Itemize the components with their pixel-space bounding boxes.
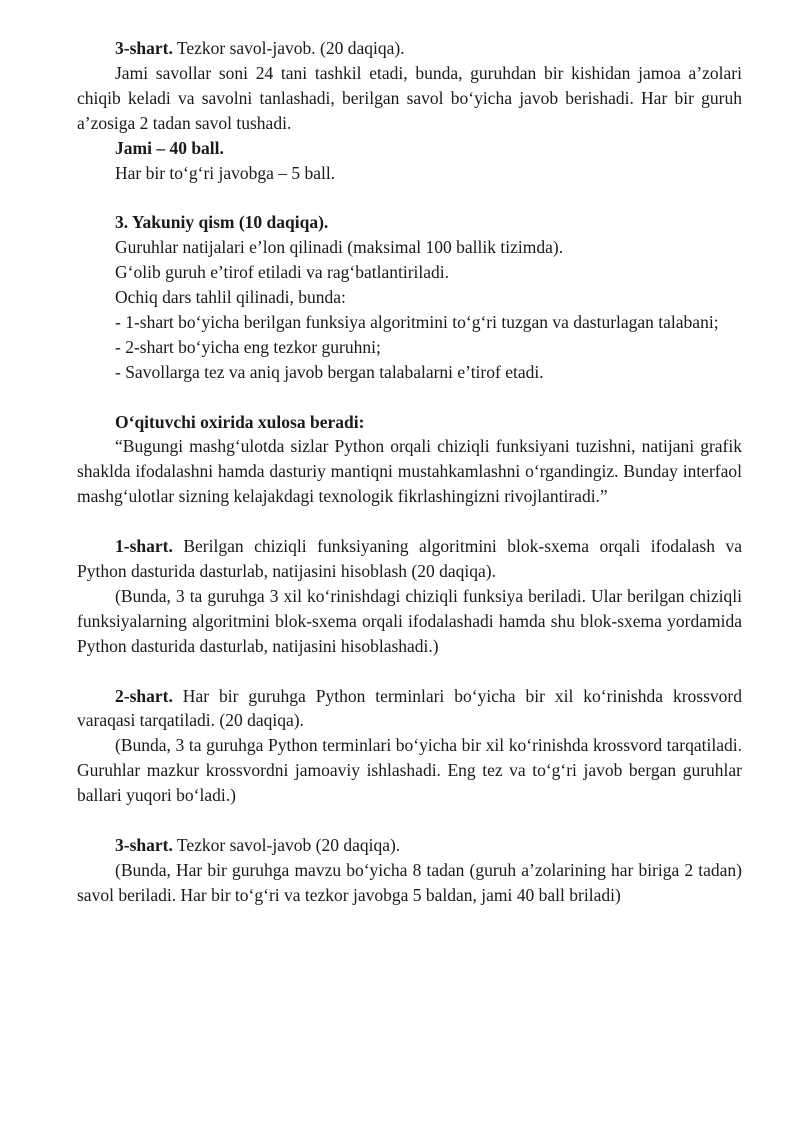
spacer xyxy=(77,659,742,684)
condition-2-heading: 2-shart. Har bir guruhga Python terminlari bo‘yicha bir xil ko‘rinishda krossvord varaqasi tarqatiladi. (20 daqiqa). xyxy=(77,685,742,731)
condition-3-heading-text: Tezkor savol-javob. (20 daqiqa). xyxy=(172,38,405,58)
list-item: - 2-shart bo‘yicha eng tezkor guruhni; xyxy=(115,336,381,357)
list-item: - 1-shart bo‘yicha berilgan funksiya algoritmini to‘g‘ri tuzgan va dasturlagan talabani; xyxy=(115,311,719,332)
spacer xyxy=(77,808,742,833)
condition-2-note: (Bunda, 3 ta guruhga Python terminlari bo‘yicha bir xil ko‘rinishda krossvord tarqatiladi. Guruhlar mazkur krossvordni jamoaviy ishlashadi. Eng tez va to‘g‘ri javob bergan guruhlar ballari yuqori bo‘ladi.) xyxy=(77,735,742,806)
spacer xyxy=(77,185,742,210)
per-answer-score: Har bir to‘g‘ri javobga – 5 ball. xyxy=(115,162,336,183)
condition-1-heading: 1-shart. Berilgan chiziqli funksiyaning algoritmini blok-sxema orqali ifodalash va Python dasturida dasturlab, natijasini hisoblash (20 daqiqa). xyxy=(77,536,742,581)
condition-3b-label: 3-shart. xyxy=(115,834,173,855)
condition-3-description: Jami savollar soni 24 tani tashkil etadi, bunda, guruhdan bir kishidan jamoa a’zolari chiqib keladi va savolni tanlashadi, berilgan savol bo‘yicha javob berishadi. Har bir guruh a’zosiga 2 tadan savol tushadi. xyxy=(77,62,742,133)
conclusion-heading: O‘qituvchi oxirida xulosa beradi: xyxy=(115,411,365,432)
condition-3b-heading: 3-shart. Tezkor savol-javob (20 daqiqa). xyxy=(115,834,401,855)
spacer xyxy=(77,385,742,410)
condition-1-note: (Bunda, 3 ta guruhga 3 xil ko‘rinishdagi chiziqli funksiya beriladi. Ular berilgan chiziqli funksiyalarning algoritmini blok-sxema orqali ifodalashadi hamda shu blok-sxema yordamida Python dasturida dasturlab, natijasini hisoblashadi.) xyxy=(77,585,742,656)
spacer xyxy=(77,509,742,534)
total-score: Jami – 40 ball. xyxy=(115,137,224,158)
list-item: - Savollarga tez va aniq javob bergan talabalarni e’tirof etadi. xyxy=(115,361,544,382)
final-part-line: Guruhlar natijalari e’lon qilinadi (maksimal 100 ballik tizimda). xyxy=(115,237,564,258)
final-part-heading: 3. Yakuniy qism (10 daqiqa). xyxy=(115,212,329,233)
condition-1-label: 1-shart. xyxy=(115,536,173,557)
condition-3b-note: (Bunda, Har bir guruhga mavzu bo‘yicha 8 tadan (guruh a’zolarining har biriga 2 tadan) savol beriladi. Har bir to‘g‘ri va tezkor javobga 5 baldan, jami 40 ball briladi) xyxy=(77,859,742,905)
condition-3-heading xyxy=(77,36,742,61)
teacher-quote: “Bugungi mashg‘ulotda sizlar Python orqali chiziqli funksiyani tuzishni, natijani grafik shaklda ifodalashni hamda dasturiy mantiqni mustahkamlashni o‘rgandingiz. Bunday interfaol mashg‘ulotlar sizning kelajakdagi texnologik fikrlashingizni rivojlantiradi.” xyxy=(77,436,742,507)
condition-3-label: 3-shart. xyxy=(115,38,173,58)
final-part-line: Ochiq dars tahlil qilinadi, bunda: xyxy=(115,287,346,308)
document-page xyxy=(77,36,742,908)
final-part-line: G‘olib guruh e’tirof etiladi va rag‘batlantiriladi. xyxy=(115,262,450,283)
condition-2-label: 2-shart. xyxy=(115,685,173,706)
